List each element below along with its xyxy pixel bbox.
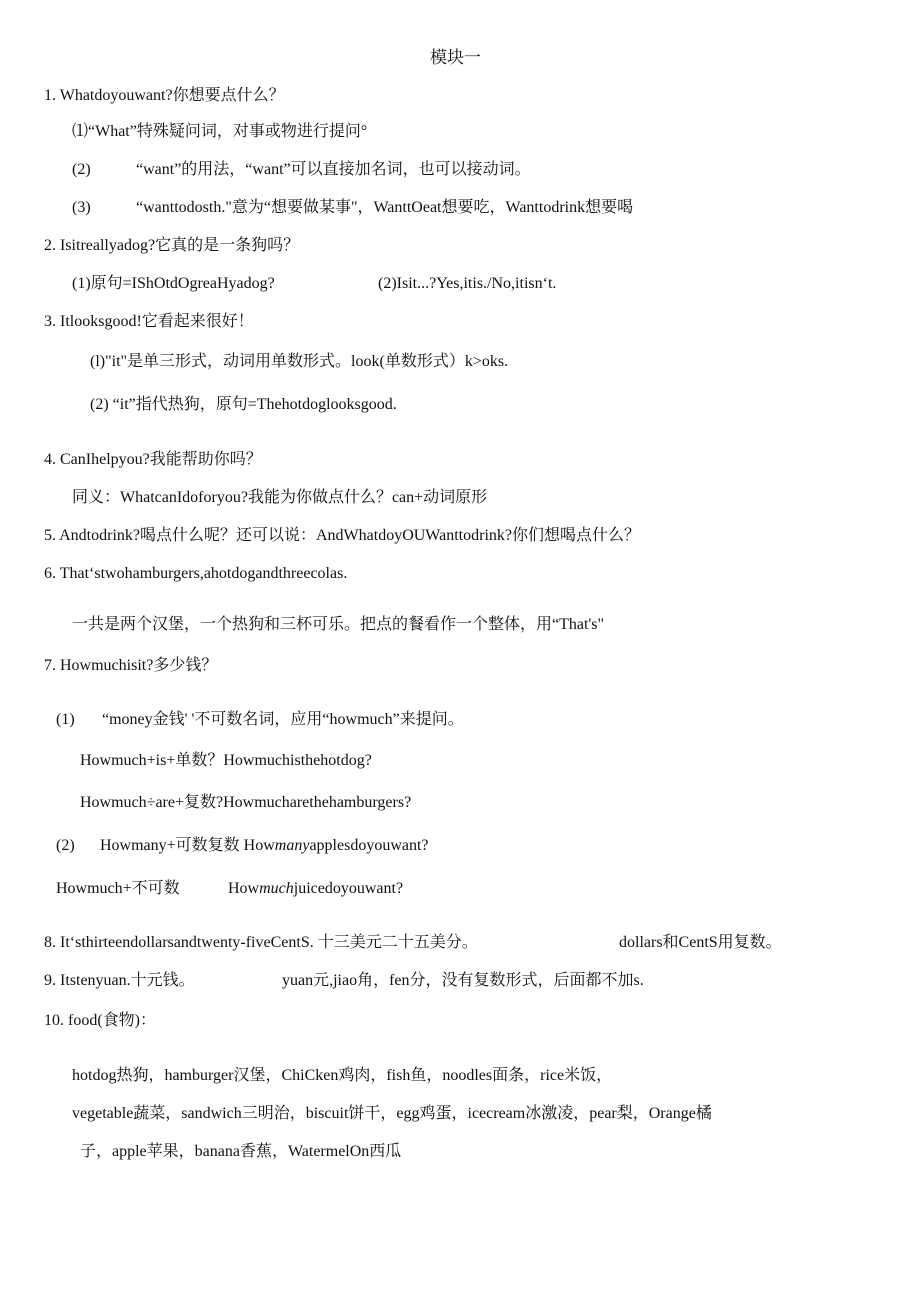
item-9-tail: yuan元,jiao角，fen分，没有复数形式，后面都不加s.: [282, 972, 644, 989]
food-list-line-3: 子，apple苹果，banana香蕉，WatermelOn西瓜: [80, 1143, 402, 1160]
item-7-note-2-post: applesdoyouwant?: [309, 837, 429, 854]
item-7-note-2-emphasis: many: [274, 837, 310, 854]
food-list-line-2: vegetable蔬菜，sandwich三明治，biscuit饼干，egg鸡蛋，icecream冰激凌，pear梨，Orange橘: [72, 1105, 712, 1122]
item-3-note-2: (2) “it”指代热狗，原句=Thehotdoglooksgood.: [90, 396, 397, 413]
item-7-note-2-number: (2): [56, 837, 75, 854]
item-7-note-3-pre: How: [228, 880, 260, 897]
item-2-note-1: (1)原句=IShOtdOgreaHyadog?: [72, 275, 275, 292]
item-7-example-1: Howmuch+is+单数？Howmuchisthehotdog?: [80, 752, 372, 769]
item-5-heading: 5. Andtodrink?喝点什么呢？还可以说：AndWhatdoyOUWanttodrink?你们想喝点什么？: [44, 527, 640, 544]
item-7-note-3-emphasis: much: [259, 880, 294, 897]
item-7-note-3-post: juicedoyouwant?: [293, 880, 404, 897]
item-7-note-1-text: “money金钱' '不可数名词，应用“howmuch”来提问。: [102, 711, 464, 728]
item-1-note-3-number: (3): [72, 199, 91, 216]
item-1-heading: 1. Whatdoyouwant?你想要点什么？: [44, 87, 285, 104]
page-title: 模块一: [430, 48, 481, 67]
item-4-note-1: 同义：WhatcanIdoforyou?我能为你做点什么？can+动词原形: [72, 489, 488, 506]
item-8-tail: dollars和CentS用复数。: [619, 934, 782, 951]
item-7-heading: 7. Howmuchisit?多少钱？: [44, 657, 218, 674]
item-7-note-1-number: (1): [56, 711, 75, 728]
item-2-note-2: (2)Isit...?Yes,itis./No,itisn‘t.: [378, 275, 557, 292]
item-2-heading: 2. Isitreallyadog?它真的是一条狗吗？: [44, 237, 300, 254]
item-7-note-3-left: Howmuch+不可数: [56, 880, 180, 897]
item-7-example-2: Howmuch÷are+复数?Howmucharethehamburgers?: [80, 794, 412, 811]
food-list-line-1: hotdog热狗，hamburger汉堡，ChiCken鸡肉，fish鱼，noodles面条，rice米饭，: [72, 1067, 613, 1084]
item-6-note-1: 一共是两个汉堡，一个热狗和三杯可乐。把点的餐看作一个整体，用“That's": [72, 616, 605, 633]
item-6-heading: 6. That‘stwohamburgers,ahotdogandthreecolas.: [44, 565, 348, 582]
item-4-heading: 4. CanIhelpyou?我能帮助你吗？: [44, 451, 262, 468]
item-7-note-2-pre: Howmany+可数复数 How: [100, 837, 275, 854]
item-3-heading: 3. Itlooksgood!它看起来很好！: [44, 313, 254, 330]
item-9-heading: 9. Itstenyuan.十元钱。: [44, 972, 195, 989]
item-1-note-2-number: (2): [72, 161, 91, 178]
item-1-note-2-text: “want”的用法，“want”可以直接加名词，也可以接动词。: [136, 161, 531, 178]
item-1-note-1: ⑴“What”特殊疑问词，对事或物进行提问°: [72, 123, 368, 140]
item-3-note-1: (l)"it"是单三形式，动词用单数形式。look(单数形式）k>oks.: [90, 353, 509, 370]
item-10-heading: 10. food(食物)：: [44, 1012, 156, 1029]
item-7-note-3-text: [228, 879, 403, 899]
item-1-note-3-text: “wanttodosth."意为“想要做某事"，WanttOeat想要吃，Wanttodrink想要喝: [136, 199, 634, 216]
item-8-heading: 8. It‘sthirteendollarsandtwenty-fiveCentS. 十三美元二十五美分。: [44, 934, 478, 951]
item-7-note-2-text: [100, 836, 429, 856]
